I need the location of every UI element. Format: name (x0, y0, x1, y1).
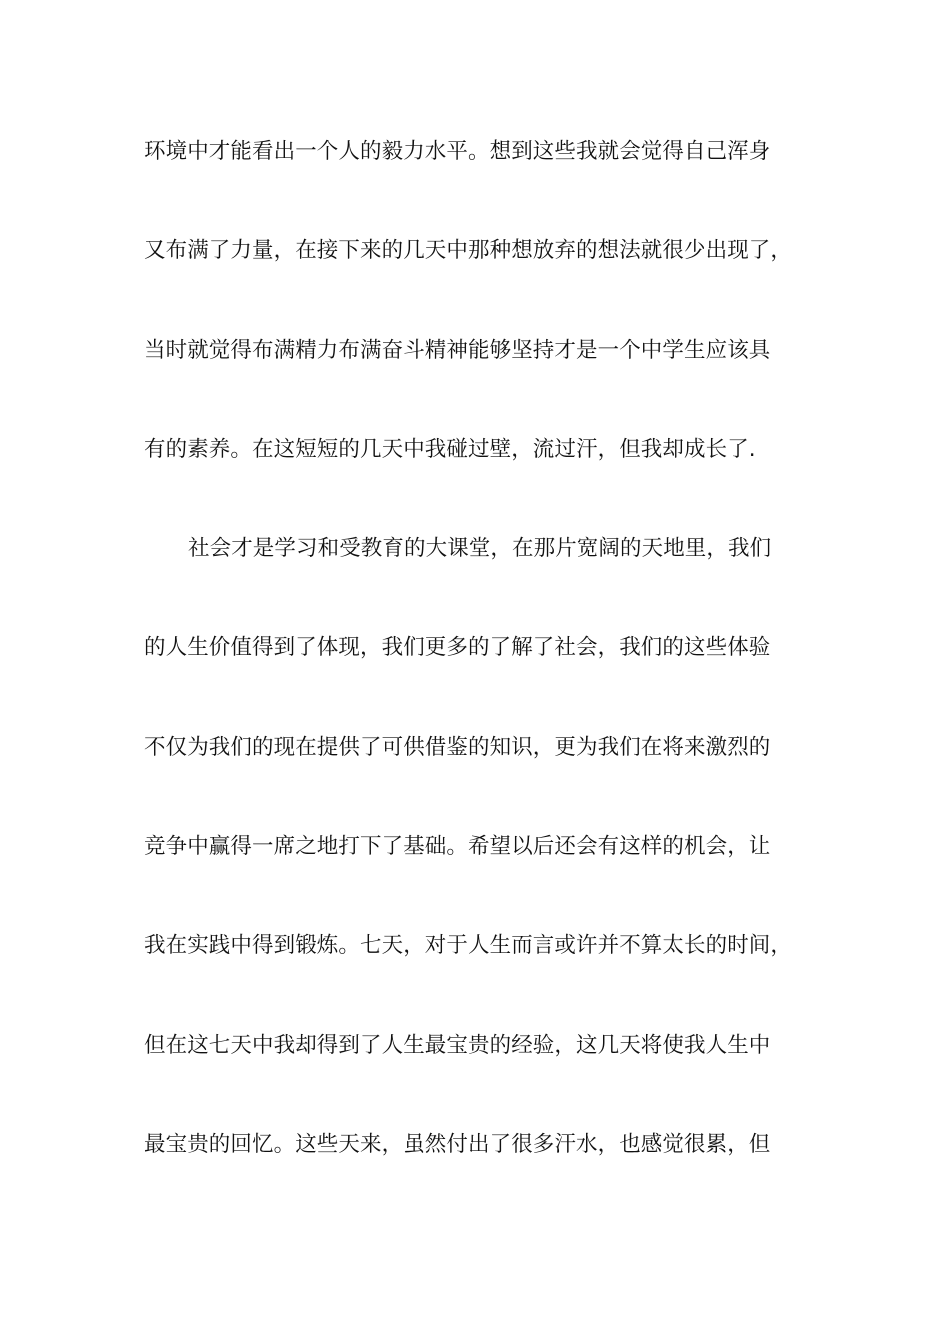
text-line: 竞争中赢得一席之地打下了基础。希望以后还会有这样的机会，让 (144, 834, 771, 859)
text-line: 当时就觉得布满精力布满奋斗精神能够坚持才是一个中学生应该具 (144, 338, 771, 363)
text-line: 又布满了力量，在接下来的几天中那种想放弃的想法就很少出现了， (144, 238, 793, 263)
text-line: 最宝贵的回忆。这些天来，虽然付出了很多汗水，也感觉很累，但 (144, 1132, 771, 1157)
text-line: 环境中才能看出一个人的毅力水平。想到这些我就会觉得自己浑身 (144, 139, 771, 164)
text-line: 不仅为我们的现在提供了可供借鉴的知识，更为我们在将来激烈的 (144, 735, 771, 760)
text-line: 我在实践中得到锻炼。七天，对于人生而言或许并不算太长的时间， (144, 933, 793, 958)
text-line: 但在这七天中我却得到了人生最宝贵的经验，这几天将使我人生中 (144, 1033, 771, 1058)
text-line: 有的素养。在这短短的几天中我碰过壁，流过汗，但我却成长了. (144, 437, 756, 462)
text-line: 的人生价值得到了体现，我们更多的了解了社会，我们的这些体验 (144, 635, 771, 660)
paragraph-first-line: 社会才是学习和受教育的大课堂，在那片宽阔的天地里，我们 (188, 536, 772, 561)
